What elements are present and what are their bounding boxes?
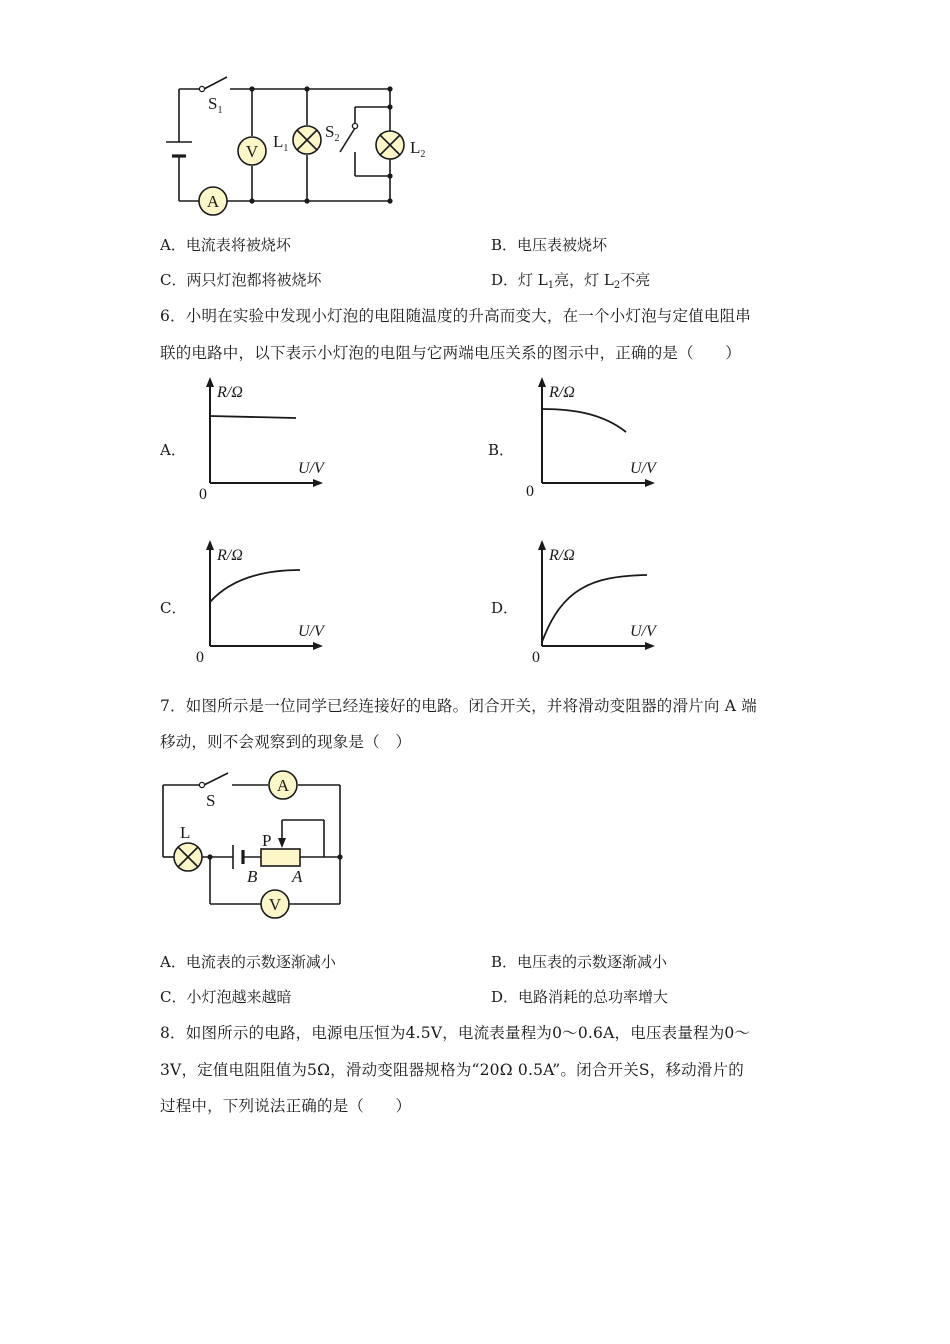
q5-option-b[interactable] bbox=[491, 235, 607, 255]
x-axis-arrow bbox=[313, 479, 323, 487]
s2-switch-blade bbox=[340, 128, 355, 152]
q8-question-line-3: 过程中，下列说法正确的是（ ） bbox=[160, 1097, 412, 1115]
s1-contact bbox=[199, 86, 204, 91]
q6-option-a-letter[interactable]: A． bbox=[160, 441, 186, 459]
q6-graph-a[interactable] bbox=[190, 375, 340, 505]
q5-circuit-diagram bbox=[150, 68, 450, 218]
q6-option-b-letter[interactable]: B． bbox=[488, 441, 515, 459]
s1-switch-blade bbox=[204, 77, 227, 89]
option-text: 两只灯泡都将被烧坏 bbox=[186, 271, 322, 289]
q6-graph-b[interactable] bbox=[522, 375, 672, 505]
x-axis-label: U/V bbox=[298, 460, 324, 477]
q7-circuit-diagram bbox=[150, 764, 360, 924]
q7-option-b[interactable] bbox=[491, 952, 667, 972]
voltmeter-icon bbox=[261, 890, 289, 918]
x-axis-label: U/V bbox=[298, 623, 324, 640]
option-text: 电压表被烧坏 bbox=[517, 236, 608, 254]
x-axis-arrow bbox=[313, 642, 323, 650]
x-axis-label: U/V bbox=[630, 460, 656, 477]
x-axis-arrow bbox=[645, 479, 655, 487]
svg-text:V: V bbox=[245, 142, 259, 161]
q7-question-line-1: 7．如图所示是一位同学已经连接好的电路。闭合开关，并将滑动变阻器的滑片向 A 端 bbox=[160, 697, 757, 715]
curve bbox=[210, 416, 296, 418]
q5-option-a[interactable] bbox=[160, 235, 291, 255]
origin-label: 0 bbox=[526, 483, 534, 500]
svg-text:A: A bbox=[206, 192, 220, 211]
q6-graph-c[interactable] bbox=[190, 538, 340, 668]
q7-option-d[interactable] bbox=[491, 987, 668, 1007]
option-letter: A． bbox=[160, 236, 186, 254]
q7-question-line-2: 移动，则不会观察到的现象是（ ） bbox=[160, 733, 412, 751]
q6-question-line-1: 6．小明在实验中发现小灯泡的电阻随温度的升高而变大，在一个小灯泡与定值电阻串 bbox=[160, 307, 751, 325]
option-letter: D． bbox=[491, 271, 519, 289]
voltmeter-icon bbox=[238, 137, 266, 165]
q5-option-d[interactable] bbox=[491, 270, 650, 296]
ammeter-icon bbox=[199, 187, 227, 215]
battery-icon bbox=[166, 142, 192, 156]
slider-arrow bbox=[278, 838, 286, 848]
svg-text:A: A bbox=[276, 776, 290, 795]
origin-label: 0 bbox=[199, 486, 207, 503]
end-b-label: B bbox=[247, 867, 258, 886]
y-axis-label: R/Ω bbox=[549, 547, 575, 564]
option-letter: B． bbox=[491, 236, 518, 254]
s1-label: $S_1$ bbox=[208, 94, 223, 116]
l2-label: $L_2$ bbox=[410, 138, 426, 160]
option-text: 电流表将被烧坏 bbox=[185, 236, 291, 254]
lamp-l1-icon bbox=[293, 126, 321, 154]
option-letter: A． bbox=[160, 953, 186, 971]
y-axis-arrow bbox=[538, 540, 546, 550]
option-letter: D． bbox=[491, 988, 519, 1006]
option-letter: C． bbox=[160, 988, 187, 1006]
origin-label: 0 bbox=[196, 649, 204, 666]
q8-question-line-1: 8．如图所示的电路，电源电压恒为4.5V，电流表量程为0～0.6A，电压表量程为0～ bbox=[160, 1024, 751, 1042]
option-letter: B． bbox=[491, 953, 518, 971]
l1-label: $L_1$ bbox=[273, 132, 289, 154]
y-axis-label: R/Ω bbox=[217, 384, 243, 401]
ammeter-icon bbox=[269, 771, 297, 799]
lamp-label: L bbox=[180, 823, 191, 842]
curve bbox=[210, 570, 300, 602]
x-axis-label: U/V bbox=[630, 623, 656, 640]
y-axis-arrow bbox=[206, 540, 214, 550]
option-letter: C． bbox=[160, 271, 187, 289]
svg-text:V: V bbox=[268, 895, 282, 914]
q7-option-c[interactable] bbox=[160, 987, 292, 1007]
end-a-label: A bbox=[292, 867, 303, 886]
rheostat-icon bbox=[261, 849, 300, 866]
q6-option-c-letter[interactable]: C． bbox=[160, 599, 187, 617]
q8-question-line-2: 3V，定值电阻阻值为5Ω，滑动变阻器规格为“20Ω 0.5A”。闭合开关S，移动滑片的 bbox=[160, 1061, 744, 1079]
battery-icon bbox=[233, 845, 243, 869]
origin-label: 0 bbox=[532, 649, 540, 666]
option-text: 电压表的示数逐渐减小 bbox=[517, 953, 668, 971]
lamp-l2-icon bbox=[376, 131, 404, 159]
slider-p-label: P bbox=[262, 831, 272, 850]
option-text: 电路消耗的总功率增大 bbox=[518, 988, 669, 1006]
y-axis-arrow bbox=[206, 377, 214, 387]
s-contact bbox=[199, 782, 204, 787]
option-text: 电流表的示数逐渐减小 bbox=[185, 953, 336, 971]
y-axis-arrow bbox=[538, 377, 546, 387]
y-axis-label: R/Ω bbox=[549, 384, 575, 401]
q6-graph-d[interactable] bbox=[522, 538, 672, 668]
q6-question-line-2: 联的电路中，以下表示小灯泡的电阻与它两端电压关系的图示中，正确的是（ ） bbox=[160, 344, 741, 362]
y-axis-label: R/Ω bbox=[217, 547, 243, 564]
x-axis-arrow bbox=[645, 642, 655, 650]
option-text: 小灯泡越来越暗 bbox=[186, 988, 292, 1006]
s2-contact bbox=[352, 123, 357, 128]
q6-option-d-letter[interactable]: D． bbox=[491, 599, 519, 617]
s-label: S bbox=[206, 791, 216, 810]
curve bbox=[542, 409, 626, 432]
q7-option-a[interactable] bbox=[160, 952, 336, 972]
s2-label: $S_2$ bbox=[325, 122, 340, 144]
q5-option-c[interactable] bbox=[160, 270, 322, 290]
lamp-icon bbox=[174, 843, 202, 871]
option-text: 灯 $L_1$亮，灯 $L_2$不亮 bbox=[518, 271, 651, 291]
s-switch-blade bbox=[204, 773, 228, 785]
